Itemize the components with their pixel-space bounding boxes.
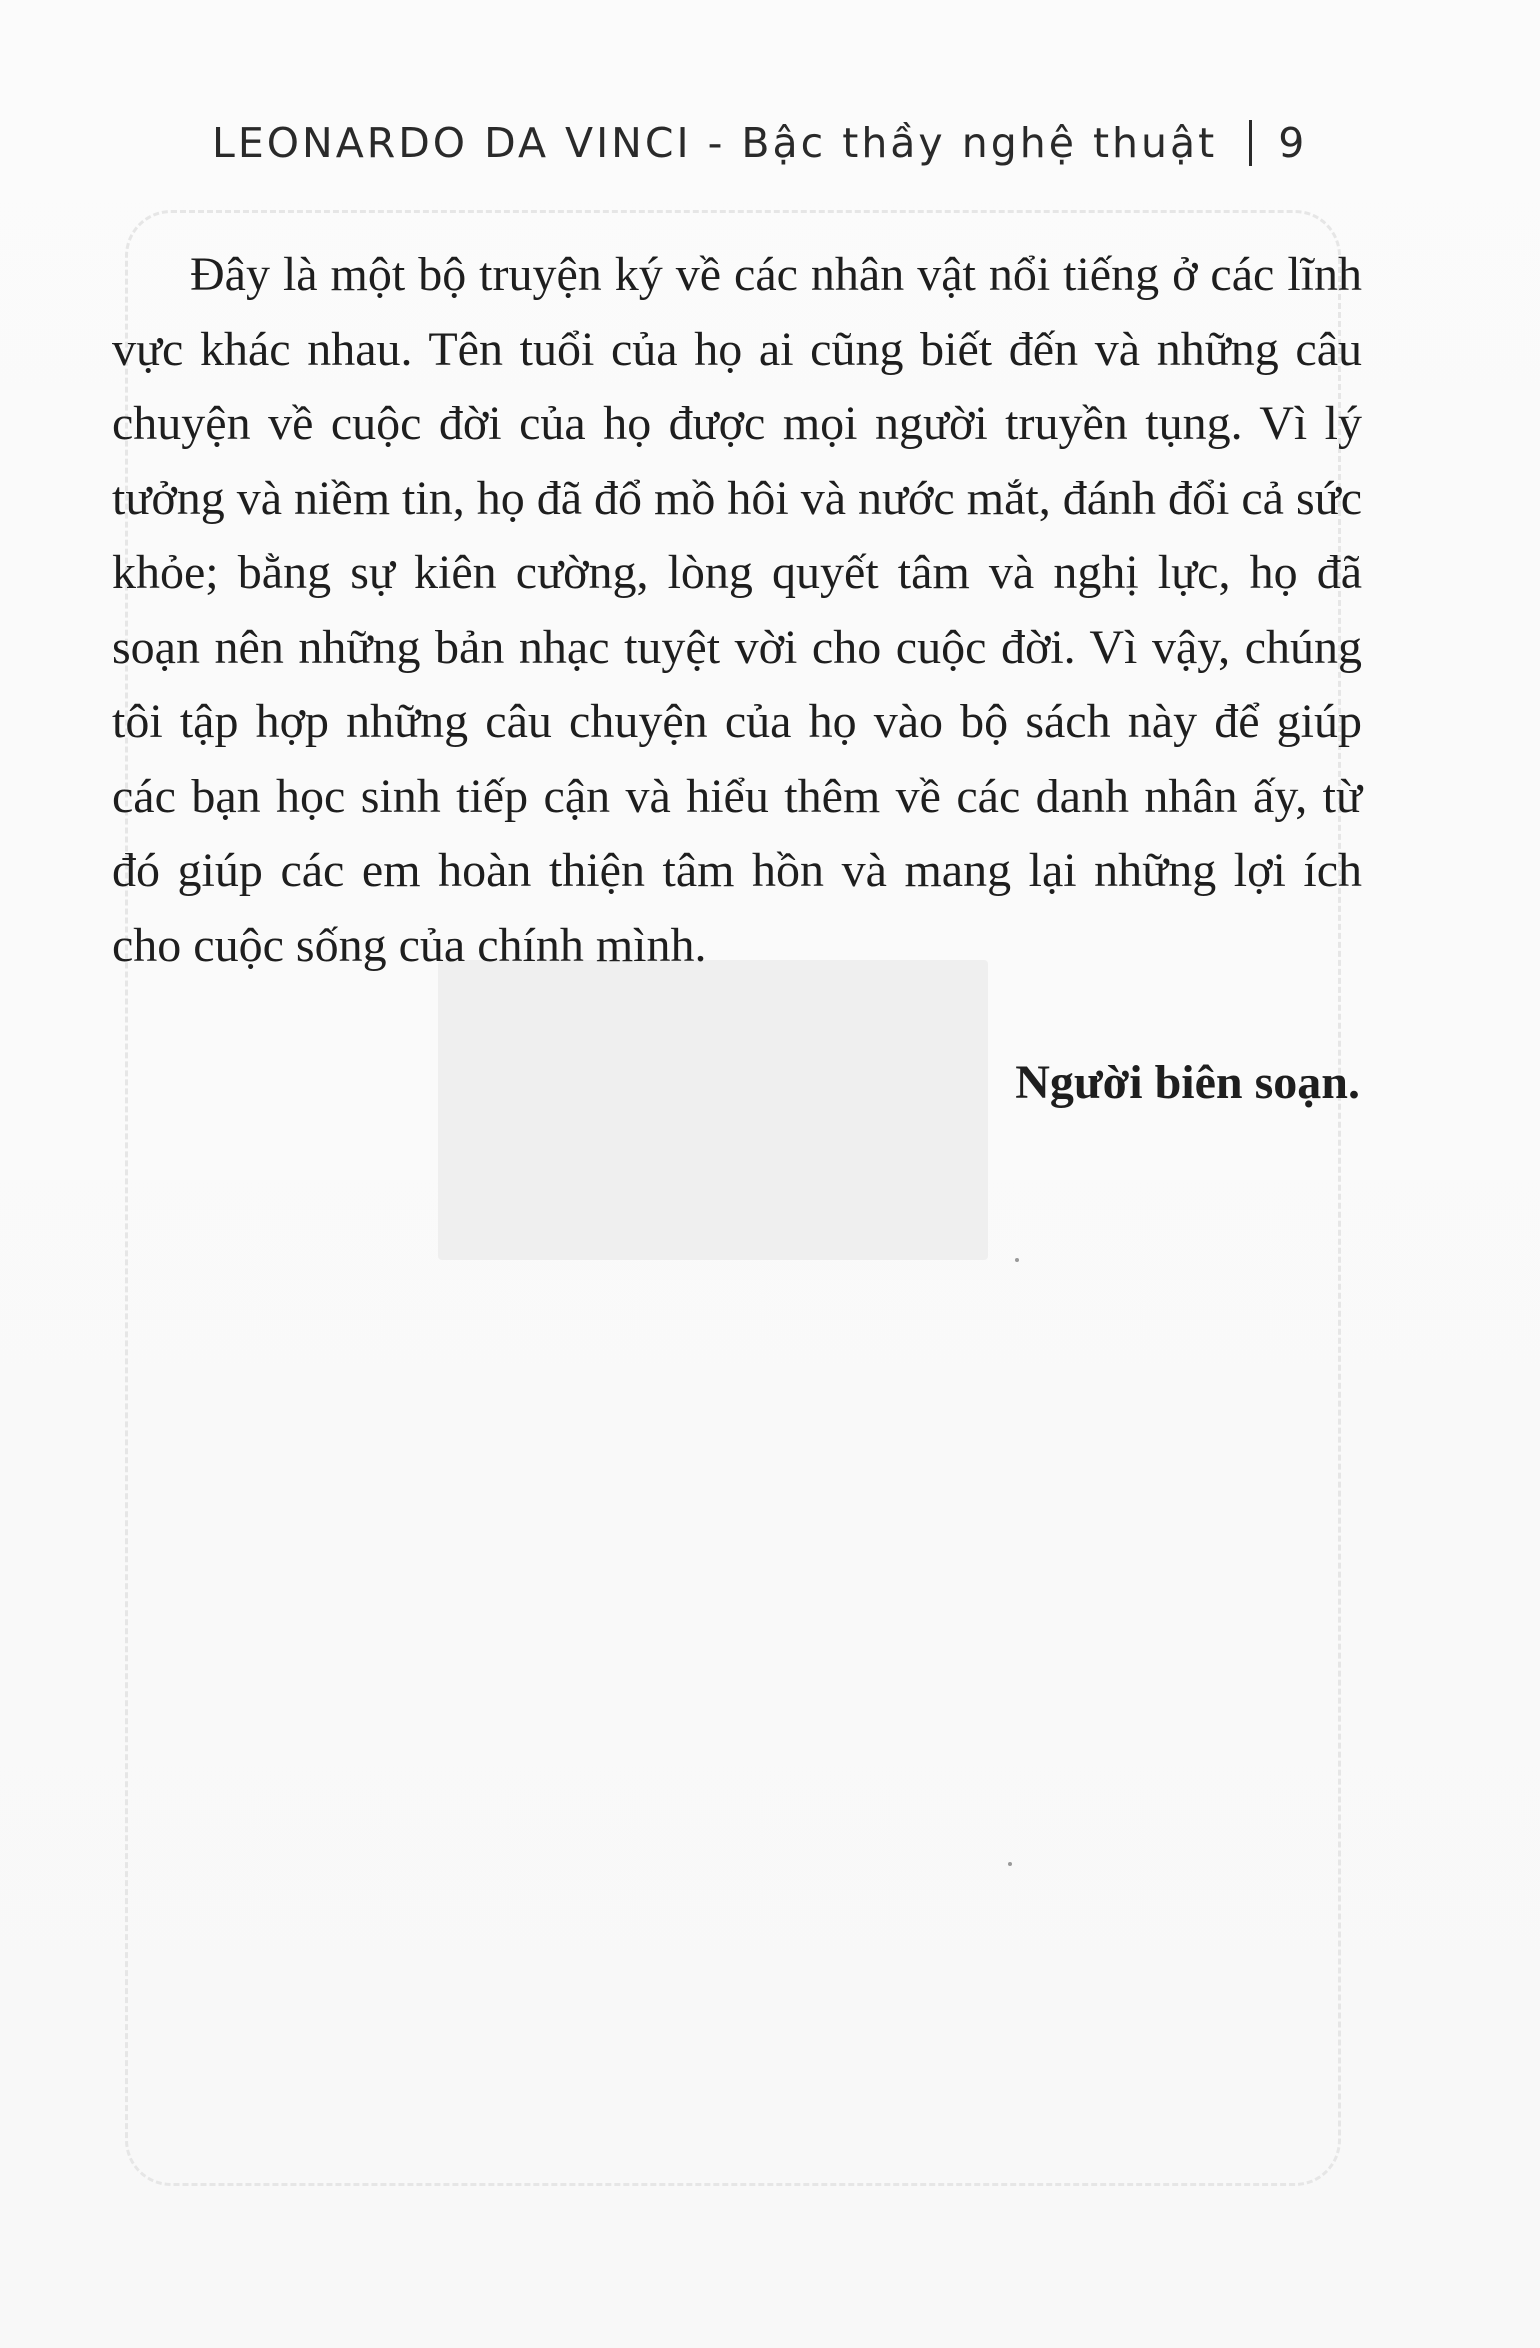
signature: Người biên soạn.: [1015, 1056, 1360, 1109]
bleed-through-image-box: [438, 960, 988, 1260]
running-header: [212, 108, 1304, 178]
body-text: [112, 238, 1362, 983]
print-speck: [1008, 1862, 1012, 1866]
preface-paragraph: Đây là một bộ truyện ký về các nhân vật nổi tiếng ở các lĩnh vực khác nhau. Tên tuổi của họ ai cũng biết đến và những câu chuyện về cuộc đời của họ được mọi người truyền tụng. Vì lý tưởng và niềm tin, họ đã đổ mồ hôi và nước mắt, đánh đổi cả sức khỏe; bằng sự kiên cường, lòng quyết tâm và nghị lực, họ đã soạn nên những bản nhạc tuyệt vời cho cuộc đời. Vì vậy, chúng tôi tập hợp những câu chuyện của họ vào bộ sách này để giúp các bạn học sinh tiếp cận và hiểu thêm về các danh nhân ấy, từ đó giúp các em hoàn thiện tâm hồn và mang lại những lợi ích cho cuộc sống của chính mình.: [112, 248, 1362, 972]
header-separator: [1249, 120, 1252, 166]
running-title: LEONARDO DA VINCI - Bậc thầy nghệ thuật: [212, 119, 1218, 167]
page-number: 9: [1278, 119, 1305, 167]
print-speck: [1015, 1258, 1019, 1262]
